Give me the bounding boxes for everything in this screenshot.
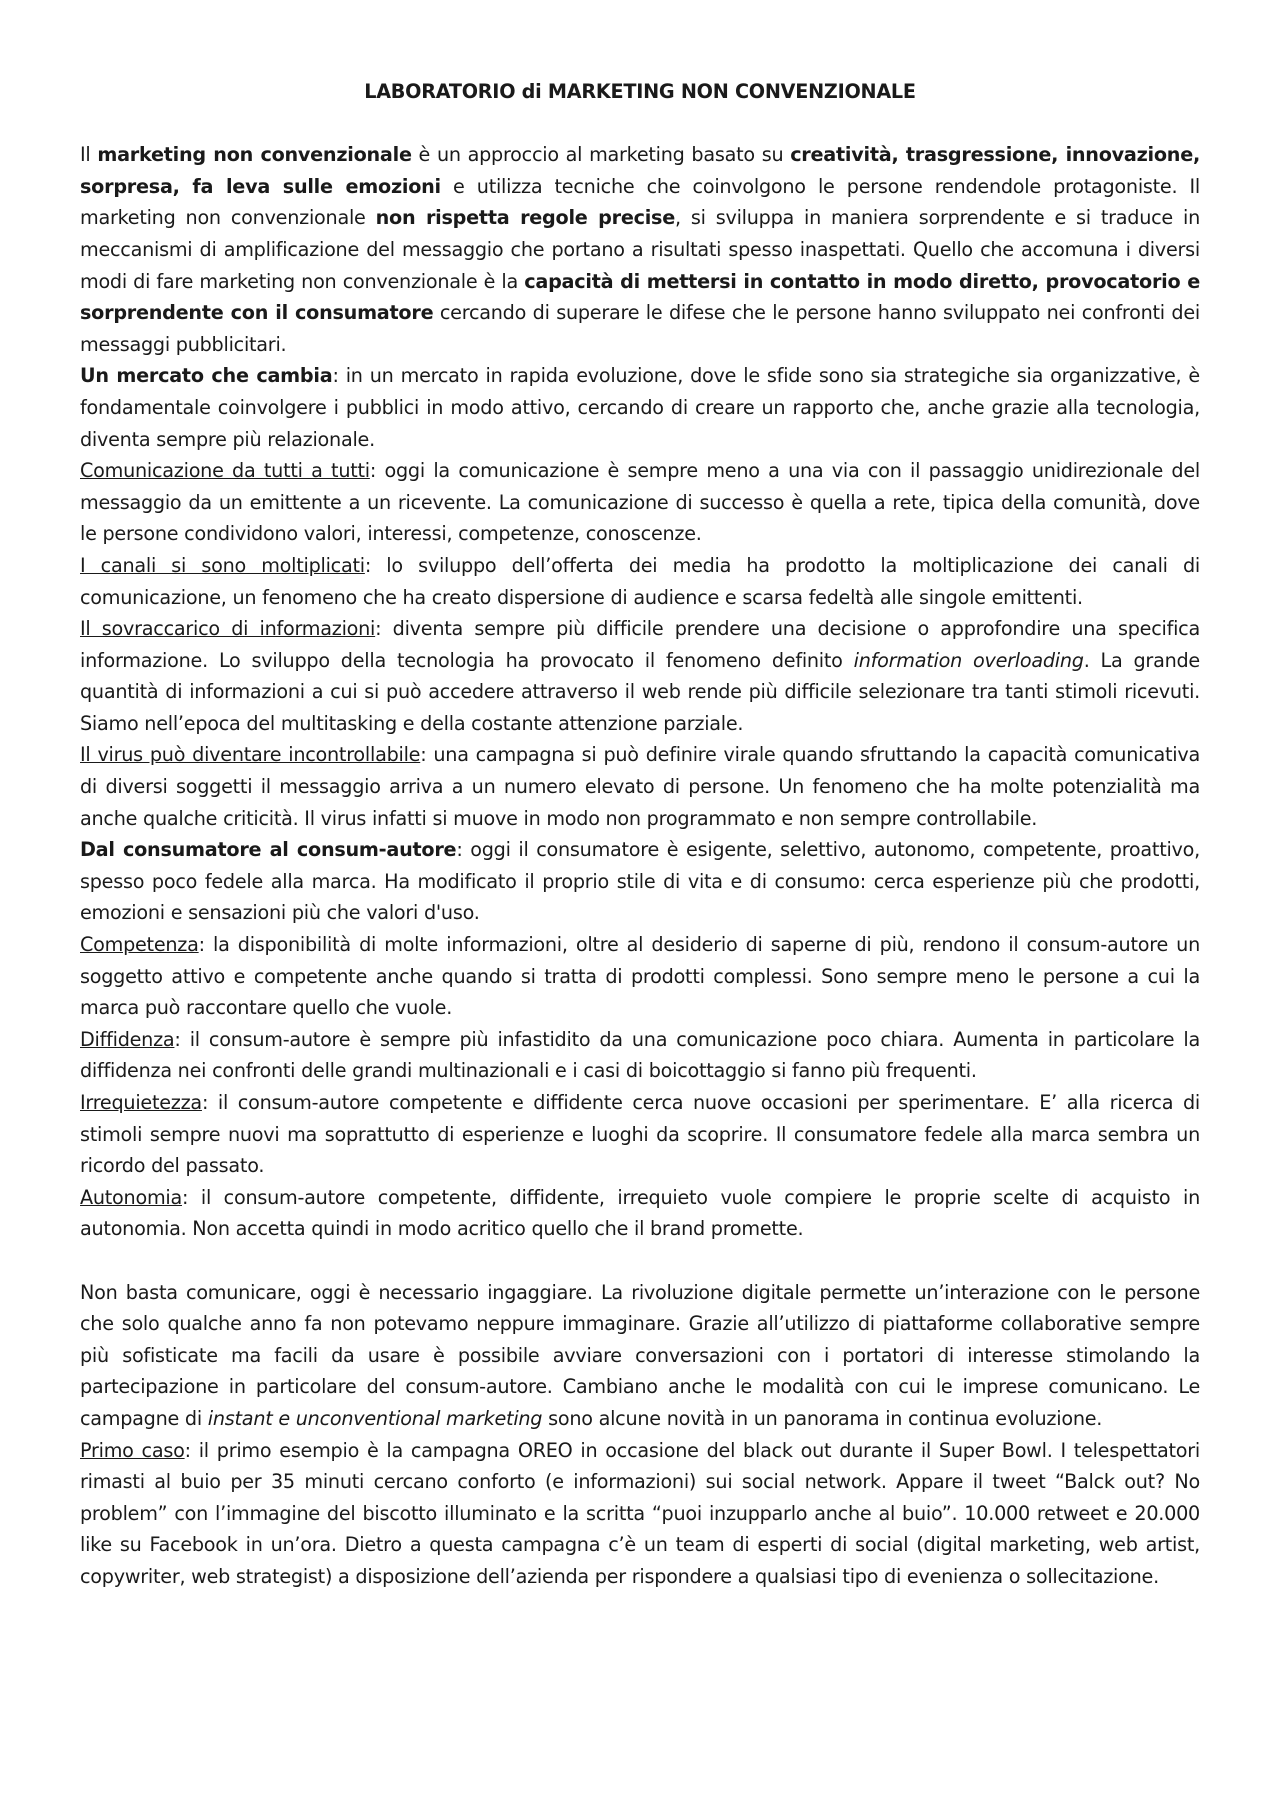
sovraccarico-heading: Il sovraccarico di informazioni (80, 617, 376, 641)
consumatore-paragraph (80, 834, 1200, 929)
autonomia-paragraph (80, 1182, 1200, 1245)
virus-heading: Il virus può diventare incontrollabile (80, 743, 421, 767)
irrequietezza-heading: Irrequietezza (80, 1091, 202, 1114)
primo-caso-text: : il primo esempio è la campagna OREO in occasione del black out durante il Super Bowl. I telespettatori rimasti al buio per 35 minuti cercano conforto (e informazioni) sui social network. Appare il tweet “Balck out? No problem” con l’immagine del biscotto illuminato e la scritta “puoi inzupparlo anche al buio”. 10.000 retweet e 20.000 like su Facebook in un’ora. Dietro a questa campagna c’è un team di esperti di social (digital marketing, web artist, copywriter, web strategist) a disposizione dell’azienda per rispondere a qualsiasi tipo di evenienza o sollecitazione. (80, 1438, 1201, 1588)
autonomia-heading: Autonomia (80, 1185, 182, 1209)
comunicazione-heading: Comunicazione da tutti a tutti (80, 459, 370, 483)
ingaggiare-paragraph (80, 1277, 1200, 1435)
mercato-paragraph (80, 360, 1200, 455)
diffidenza-text: : il consum-autore è sempre più infastidito da una comunicazione poco chiara. Aumenta in particolare la diffidenza nei confronti delle grandi multinazionali e i casi di boicottaggio si fanno più frequenti. (80, 1027, 1200, 1083)
sovraccarico-italic: information overloading (853, 648, 1084, 672)
intro-text-5: cercando di superare le difese che le persone hanno sviluppato nei confronti dei messaggi pubblicitari. (80, 301, 1200, 356)
irrequietezza-text: : il consum-autore competente e diffidente cerca nuove occasioni per sperimentare. E’ alla ricerca di stimoli sempre nuovi ma soprattutto di esperienze e luoghi da scoprire. Il consumatore fedele alla marca sembra un ricordo del passato. (80, 1091, 1200, 1178)
canali-paragraph (80, 550, 1200, 613)
sovraccarico-paragraph (80, 613, 1200, 739)
competenza-heading: Competenza (80, 933, 199, 957)
intro-bold-2: creatività, trasgressione, innovazione, sorpresa, fa leva sulle emozioni (80, 143, 1200, 198)
consumatore-heading: Dal consumatore al consum-autore (80, 838, 457, 862)
intro-bold-4: capacità di mettersi in contatto in modo diretto, provocatorio e sorprendente con il consumatore (80, 269, 1201, 325)
irrequietezza-paragraph (80, 1087, 1200, 1182)
autonomia-text: : il consum-autore competente, diffidente, irrequieto vuole compiere le proprie scelte di acquisto in autonomia. Non accetta quindi in modo acritico quello che il brand promette. (80, 1185, 1200, 1241)
comunicazione-text: : oggi la comunicazione è sempre meno a una via con il passaggio unidirezionale del messaggio da un emittente a un ricevente. La comunicazione di successo è quella a rete, tipica della comunità, dove le persone condividono valori, interessi, competenze, conoscenze. (80, 459, 1200, 546)
sovraccarico-text-2: . La grande quantità di informazioni a cui si può accedere attraverso il web rende più difficile selezionare tra tanti stimoli ricevuti. Siamo nell’epoca del multitasking e della costante attenzione parziale. (80, 648, 1200, 735)
mercato-text: : in un mercato in rapida evoluzione, dove le sfide sono sia strategiche sia organizzative, è fondamentale coinvolgere i pubblici in modo attivo, cercando di creare un rapporto che, anche grazie alla tecnologia, diventa sempre più relazionale. (80, 364, 1200, 451)
document-title: LABORATORIO di MARKETING NON CONVENZIONALE (364, 80, 916, 103)
virus-text: : una campagna si può definire virale quando sfruttando la capacità comunicativa di diversi soggetti il messaggio arriva a un numero elevato di persone. Un fenomeno che ha molte potenzialità ma anche qualche criticità. Il virus infatti si muove in modo non programmato e non sempre controllabile. (80, 743, 1200, 830)
canali-text: : lo sviluppo dell’offerta dei media ha prodotto la moltiplicazione dei canali di comunicazione, un fenomeno che ha creato dispersione di audience e scarsa fedeltà alle singole emittenti. (80, 553, 1200, 609)
intro-text-1: Il (80, 143, 98, 167)
mercato-heading: Un mercato che cambia (80, 364, 333, 388)
intro-text-4: , si sviluppa in maniera sorprendente e si traduce in meccanismi di amplificazione del messaggio che portano a risultati spesso inaspettati. Quello che accomuna i diversi modi di fare marketing non convenzionale è la (80, 206, 1200, 293)
diffidenza-paragraph (80, 1024, 1200, 1087)
ingaggiare-text-2: sono alcune novità in un panorama in continua evoluzione. (542, 1406, 1103, 1430)
primo-caso-heading: Primo caso (80, 1438, 185, 1462)
intro-bold-3: non rispetta regole precise (375, 206, 675, 230)
intro-text-2: è un approccio al marketing basato su (411, 143, 791, 167)
competenza-paragraph (80, 929, 1200, 1024)
diffidenza-heading: Diffidenza (80, 1027, 175, 1051)
ingaggiare-italic: instant e unconventional marketing (207, 1406, 543, 1430)
virus-paragraph (80, 739, 1200, 834)
consumatore-text: : oggi il consumatore è esigente, selettivo, autonomo, competente, proattivo, spesso poco fedele alla marca. Ha modificato il proprio stile di vita e di consumo: cerca esperienze più che prodotti, emozioni e sensazioni più che valori d'uso. (80, 838, 1200, 925)
paragraph-spacer (80, 1245, 1200, 1277)
competenza-text: : la disponibilità di molte informazioni, oltre al desiderio di saperne di più, rendono il consum-autore un soggetto attivo e competente anche quando si tratta di prodotti complessi. Sono sempre meno le persone a cui la marca può raccontare quello che vuole. (80, 933, 1200, 1020)
primo-caso-paragraph (80, 1435, 1200, 1593)
ingaggiare-text-1: Non basta comunicare, oggi è necessario ingaggiare. La rivoluzione digitale permette un’interazione con le persone che solo qualche anno fa non potevamo neppure immaginare. Grazie all’utilizzo di piattaforme collaborative sempre più sofisticate ma facili da usare è possibile avviare conversazioni con i portatori di interesse stimolando la partecipazione in particolare del consum-autore. Cambiano anche le modalità con cui le imprese comunicano. Le campagne di (80, 1280, 1200, 1430)
comunicazione-paragraph (80, 455, 1200, 550)
canali-heading: I canali si sono moltiplicati (80, 553, 365, 577)
intro-bold-1: marketing non convenzionale (97, 143, 412, 167)
intro-paragraph (80, 139, 1200, 360)
intro-text-3: e utilizza tecniche che coinvolgono le persone rendendole protagoniste. Il marketing non convenzionale (80, 174, 1200, 230)
sovraccarico-text-1: : diventa sempre più difficile prendere una decisione o approfondire una specifica informazione. Lo sviluppo della tecnologia ha provocato il fenomeno definito (80, 617, 1200, 672)
